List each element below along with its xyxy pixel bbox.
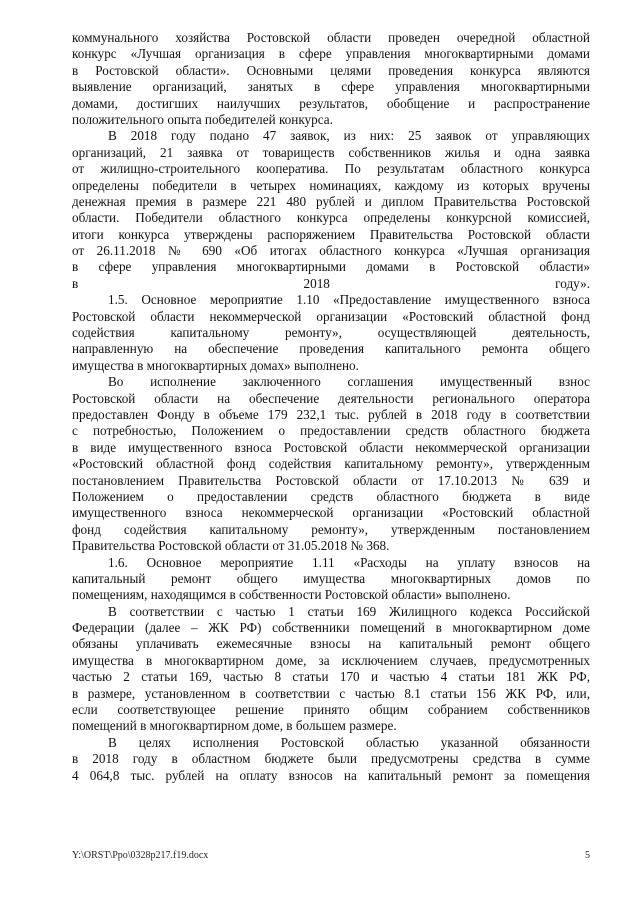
text-line: предоставлен Фонду в объеме 179 232,1 тыс. рублей в 2018 году в соответствии (72, 406, 590, 422)
text-line: Ростовской области некоммерческой организации «Ростовский областной фонд (72, 308, 590, 324)
text-line: домами, достигших наилучших результатов, обобщение и распространение (72, 95, 590, 111)
text-line: в 2018 году». (72, 275, 590, 291)
text-line: помещений в многоквартирном доме, в большем размере. (72, 718, 397, 734)
text-line: фонд содействия капитальному ремонту», утвержденным постановлением (72, 521, 590, 537)
text-line: организаций, 21 заявка от товариществ собственников жилья и одна заявка (72, 144, 590, 160)
document-body (72, 30, 590, 784)
text-line: области. Победители областного конкурса определены конкурсной комиссией, (72, 210, 590, 226)
text-line: в размере, установленном в соответствии с частью 8.1 статьи 156 ЖК РФ, или, (72, 685, 590, 701)
text-line: постановлением Правительства Ростовской области от 17.10.2013 № 639 и (72, 472, 590, 488)
paragraph (72, 292, 590, 374)
text-line: 4 064,8 тыс. рублей на оплату взносов на капитальный ремонт за помещения (72, 767, 590, 783)
footer-page-number: 5 (585, 850, 590, 861)
text-line: В соответствии с частью 1 статьи 169 Жилищного кодекса Российской (108, 603, 590, 619)
text-line: в сфере управления многоквартирными домами в Ростовской области» (72, 259, 590, 275)
text-line: помещениям, находящимся в собственности Ростовской области» выполнено. (72, 587, 511, 603)
text-line: капитальный ремонт общего имущества многоквартирных домов по (72, 570, 590, 586)
text-line: определены победители в четырех номинациях, каждому из которых вручены (72, 177, 590, 193)
text-line: имущества в многоквартирном доме, за исключением случаев, предусмотренных (72, 652, 590, 668)
text-line: Положением о предоставлении средств областного бюджета в виде (72, 488, 590, 504)
text-line: денежная премия в размере 221 480 рублей и диплом Правительства Ростовской (72, 193, 590, 209)
text-line: Ростовской области на обеспечение деятельности регионального оператора (72, 390, 590, 406)
text-line: от жилищно-строительного кооператива. По результатам областного конкурса (72, 161, 590, 177)
text-line: В целях исполнения Ростовской областью указанной обязанности (108, 734, 590, 750)
text-line: имущества в многоквартирных домах» выполнено. (72, 357, 359, 373)
text-line: итоги конкурса утверждены распоряжением Правительства Ростовской области (72, 226, 590, 242)
paragraph (72, 555, 590, 604)
footer-file-path: Y:\ORST\Ppo\0328p217.f19.docx (72, 850, 209, 861)
paragraph (72, 604, 590, 735)
text-line: «Ростовский областной фонд содействия капитальному ремонту», утвержденным (72, 456, 590, 472)
text-line: направленную на обеспечение проведения капитального ремонта общего (72, 341, 590, 357)
paragraph (72, 735, 590, 784)
text-line: коммунального хозяйства Ростовской области проведен очередной областной (72, 30, 590, 45)
paragraph (72, 128, 590, 292)
text-line: обязаны уплачивать ежемесячные взносы на капитальный ремонт общего (72, 636, 590, 652)
text-line: конкурс «Лучшая организация в сфере управления многоквартирными домами (72, 46, 590, 62)
text-line: с потребностью, Положением о предоставлении средств областного бюджета (72, 423, 590, 439)
text-line: содействия капитальному ремонту», осуществляющей деятельность, (72, 325, 590, 341)
text-line: Федерации (далее – ЖК РФ) собственники помещений в многоквартирном доме (72, 620, 590, 636)
text-line: В 2018 году подано 47 заявок, из них: 25 заявок от управляющих (108, 128, 590, 144)
text-line: Правительства Ростовской области от 31.05.2018 № 368. (72, 538, 390, 554)
text-line: в виде имущественного взноса Ростовской области некоммерческой организации (72, 439, 590, 455)
page-footer (72, 850, 590, 864)
text-line: 1.6. Основное мероприятие 1.11 «Расходы на уплату взносов на (108, 554, 590, 570)
text-line: если соответствующее решение принято общим собранием собственников (72, 702, 590, 718)
text-line: 1.5. Основное мероприятие 1.10 «Предоставление имущественного взноса (108, 292, 590, 308)
text-line: в 2018 году в областном бюджете были предусмотрены средства в сумме (72, 751, 590, 767)
text-line: частью 2 статьи 169, частью 8 статьи 170 и частью 4 статьи 181 ЖК РФ, (72, 669, 590, 685)
paragraph (72, 374, 590, 554)
text-line: имущественного взноса некоммерческой организации «Ростовский областной (72, 505, 590, 521)
text-line: в Ростовской области». Основными целями проведения конкурса являются (72, 62, 590, 78)
text-line: выявление организаций, занятых в сфере управления многоквартирными (72, 79, 590, 95)
text-line: от 26.11.2018 № 690 «Об итогах областного конкурса «Лучшая организация (72, 243, 590, 259)
paragraph (72, 30, 590, 128)
text-line: Во исполнение заключенного соглашения имущественный взнос (108, 374, 590, 390)
text-line: положительного опыта победителей конкурса. (72, 111, 333, 127)
